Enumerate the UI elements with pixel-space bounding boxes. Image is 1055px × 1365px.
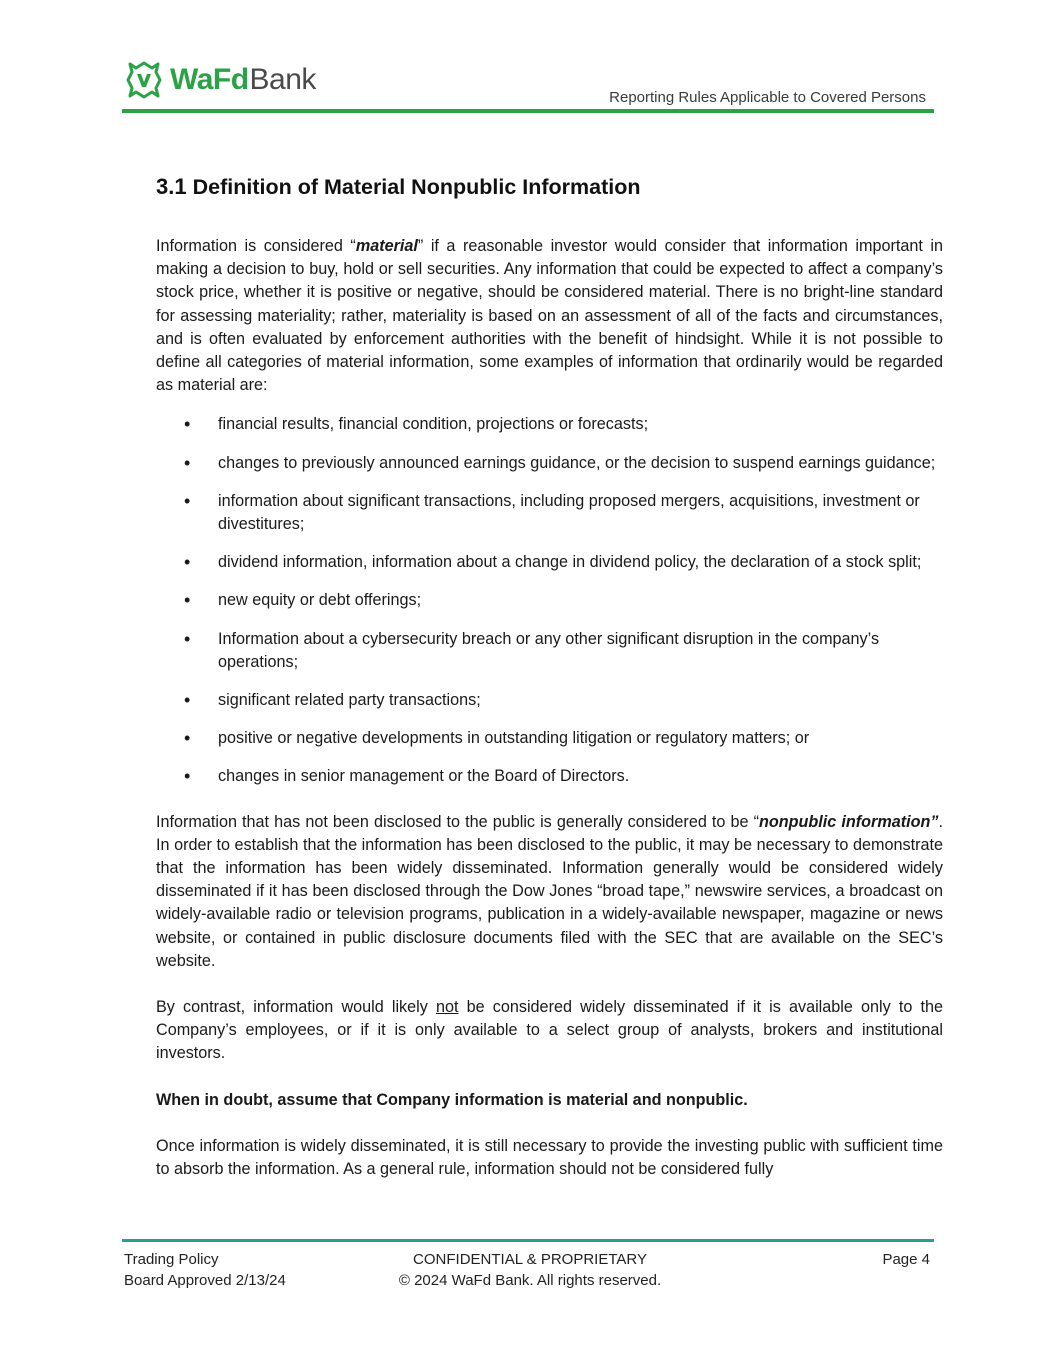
- paragraph-material: [156, 235, 943, 397]
- list-item: • information about significant transactions, including proposed mergers, acquisitions, investment or divestitures;: [156, 490, 943, 536]
- list-item: • positive or negative developments in outstanding litigation or regulatory matters; or: [156, 727, 943, 750]
- paragraph-dissemination-time: Once information is widely disseminated, it is still necessary to provide the investing public with sufficient time to absorb the information. As a general rule, information should not be considered fully: [156, 1136, 943, 1179]
- term-material: material: [355, 237, 418, 255]
- text-run: be considered widely disseminated if it is available only to the Company’s employees, or if it is only available to a select group of analysts, brokers and institutional investors.: [156, 998, 943, 1063]
- page-content: [156, 172, 943, 1204]
- text-run: Information that has not been disclosed to the public is generally considered to be “: [156, 812, 759, 831]
- material-examples-list: [156, 413, 943, 788]
- footer-divider: [122, 1239, 934, 1242]
- header-divider: [122, 109, 934, 113]
- paragraph-nonpublic: [156, 811, 943, 973]
- wafd-bank-logo: [122, 58, 316, 102]
- list-item: • Information about a cybersecurity breach or any other significant disruption in the company’s operations;: [156, 628, 943, 674]
- underlined-not: not: [435, 998, 459, 1017]
- wafd-emblem-icon: [122, 58, 166, 102]
- list-item: • changes to previously announced earnings guidance, or the decision to suspend earnings guidance;: [156, 452, 943, 475]
- footer-left: [124, 1249, 286, 1291]
- text-run: Information is considered “: [156, 237, 356, 255]
- footer-confidential: CONFIDENTIAL & PROPRIETARY: [413, 1251, 647, 1268]
- footer-policy-name: Trading Policy: [124, 1251, 219, 1268]
- list-item: • new equity or debt offerings;: [156, 589, 943, 612]
- footer-copyright: © 2024 WaFd Bank. All rights reserved.: [398, 1272, 662, 1289]
- paragraph-when-in-doubt: [156, 1089, 943, 1112]
- list-item: • dividend information, information about a change in dividend policy, the declaration of a stock split;: [156, 551, 943, 574]
- list-item: • significant related party transactions;: [156, 689, 943, 712]
- text-run: By contrast, information would likely: [156, 998, 436, 1017]
- logo-bank-text: Bank: [249, 63, 316, 96]
- footer-center: [390, 1249, 670, 1291]
- bold-statement: When in doubt, assume that Company information is material and nonpublic.: [156, 1090, 748, 1109]
- text-run: ” if a reasonable investor would consider that information important in making a decision to buy, hold or sell securities. Any information that could be expected to affect a company’s stock price, whether it is positive or negative, should be considered material. There is no bright-line standard for assessing materiality; rather, materiality is based on an assessment of all of the facts and circumstances, and is often evaluated by enforcement authorities with the benefit of hindsight. While it is not possible to define all categories of material information, some examples of information that ordinarily would be regarded as material are:: [156, 237, 943, 395]
- footer-approval-date: Board Approved 2/13/24: [124, 1272, 286, 1289]
- term-nonpublic: nonpublic information”: [758, 812, 939, 831]
- section-heading: [156, 172, 943, 202]
- list-item: • financial results, financial condition, projections or forecasts;: [156, 413, 943, 436]
- section-number: 3.1: [156, 174, 187, 199]
- header-title: Reporting Rules Applicable to Covered Persons: [609, 89, 926, 106]
- text-run: . In order to establish that the information has been disclosed to the public, it may be necessary to demonstrate that the information has been widely disseminated. Information generally would be considered widely disseminated if it has been disclosed through the Dow Jones “broad tape,” newswire services, a broadcast on widely-available radio or television programs, publication in a widely-available newspaper, magazine or news website, or contained in public disclosure documents filed with the SEC that are available on the SEC’s website.: [156, 812, 943, 970]
- paragraph-contrast: [156, 996, 943, 1066]
- list-item: • changes in senior management or the Board of Directors.: [156, 765, 943, 788]
- page-footer: [122, 1239, 934, 1299]
- section-title: Definition of Material Nonpublic Information: [192, 175, 641, 199]
- page-number: Page 4: [882, 1251, 930, 1268]
- logo-wafd-text: WaFd: [170, 63, 249, 96]
- page-header: [122, 58, 934, 114]
